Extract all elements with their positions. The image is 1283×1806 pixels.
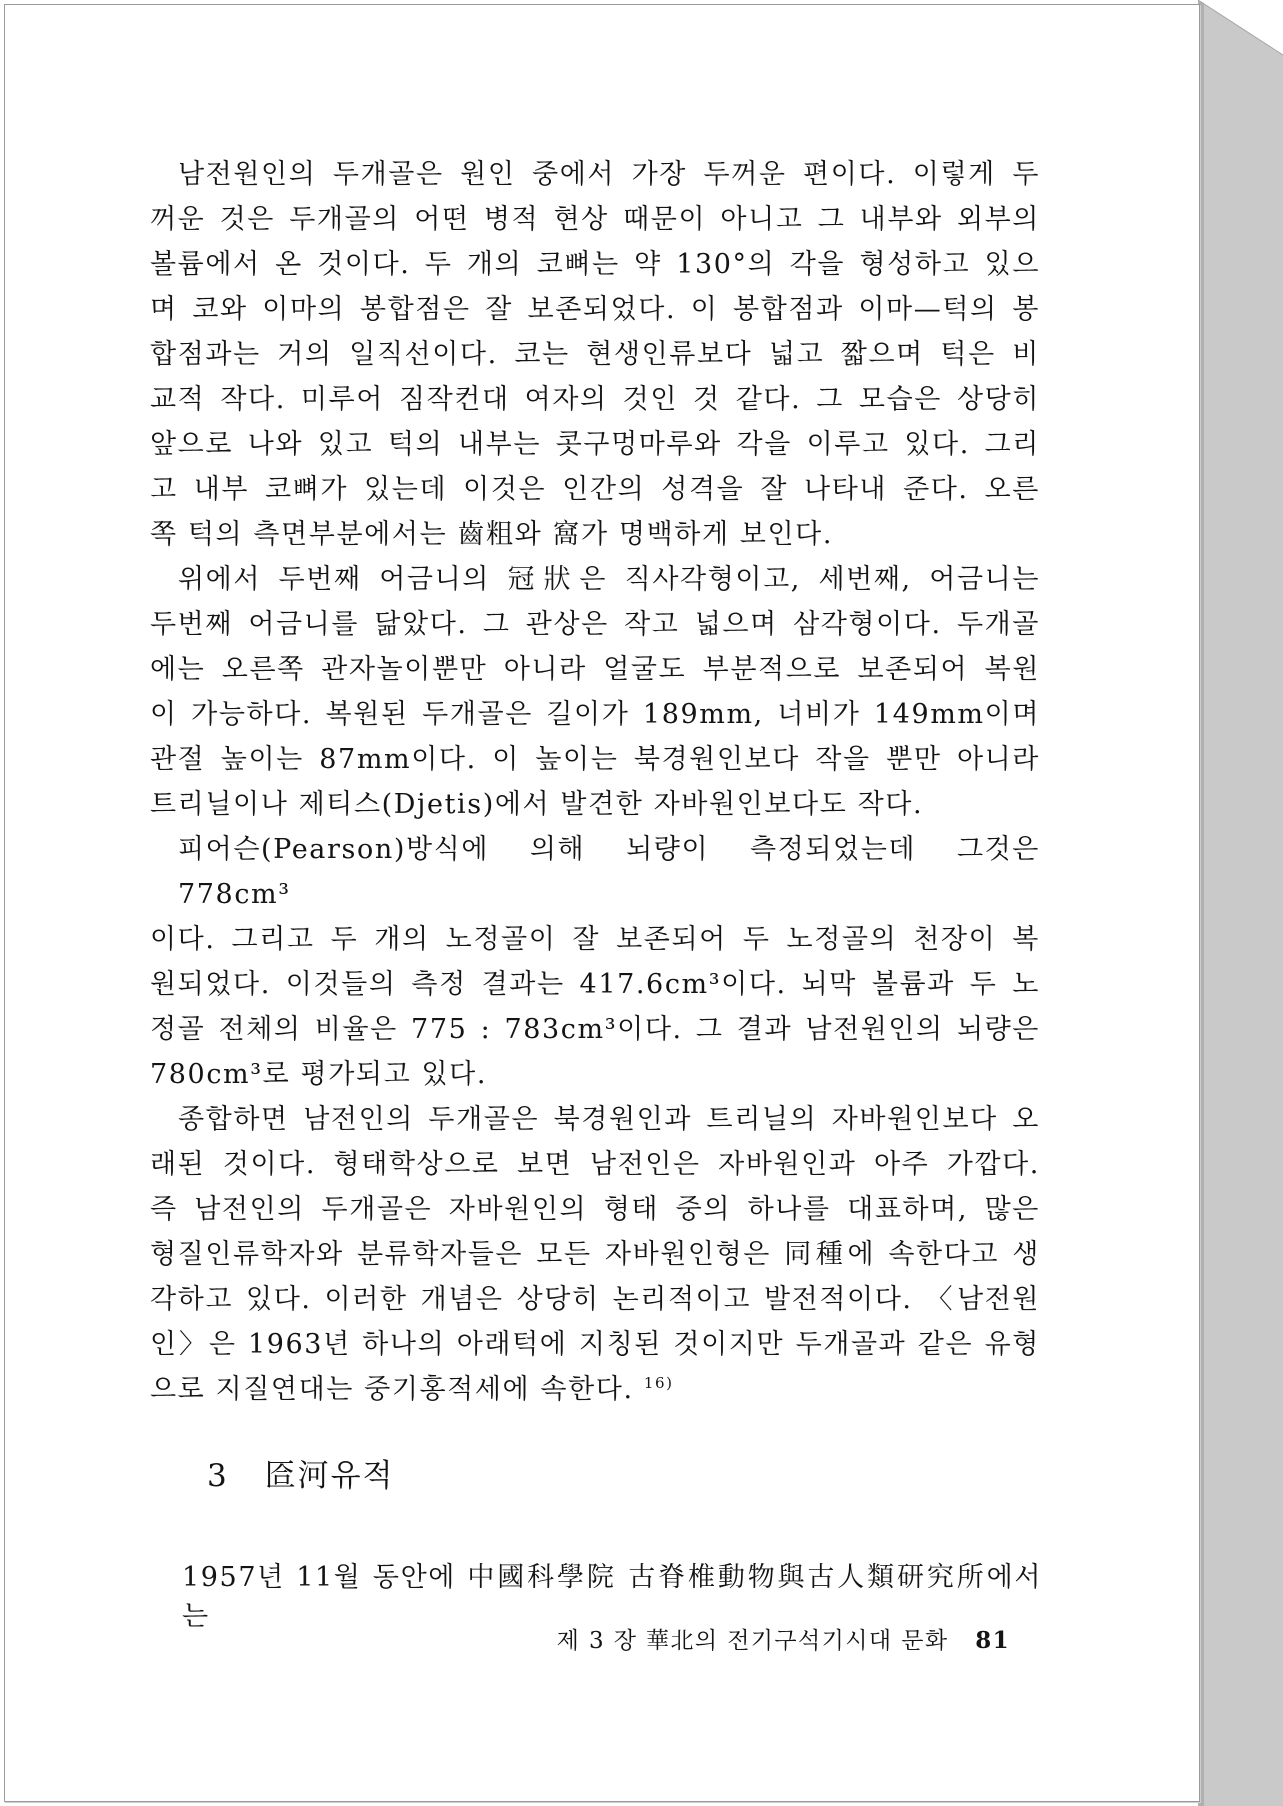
text-line: 이 가능하다. 복원된 두개골은 길이가 189mm, 너비가 149mm이며 bbox=[150, 699, 1040, 730]
section-number: 3 bbox=[207, 1458, 229, 1494]
text-line: 며 코와 이마의 봉합점은 잘 보존되었다. 이 봉합점과 이마—턱의 봉 bbox=[150, 294, 1040, 325]
text-line: 인〉은 1963년 하나의 아래턱에 지칭된 것이지만 두개골과 같은 유형 bbox=[150, 1329, 1040, 1360]
text-line: 형질인류학자와 분류학자들은 모든 자바원인형은 同種에 속한다고 생 bbox=[150, 1239, 1040, 1270]
body-text bbox=[150, 152, 1040, 1412]
section-title: 匼河유적 bbox=[264, 1458, 395, 1494]
paragraph-3 bbox=[150, 827, 1040, 1097]
text-line: 즉 남전인의 두개골은 자바원인의 형태 중의 하나를 대표하며, 많은 bbox=[150, 1194, 1040, 1225]
text-line: 피어슨(Pearson)방식에 의해 뇌량이 측정되었는데 그것은 778cm³ bbox=[178, 834, 1040, 910]
text-line: 합점과는 거의 일직선이다. 코는 현생인류보다 넓고 짧으며 턱은 비 bbox=[150, 339, 1040, 370]
text-line-content: 으로 지질연대는 중기홍적세에 속한다. bbox=[150, 1374, 634, 1405]
running-title: 제 3 장 華北의 전기구석기시대 문화 bbox=[556, 1628, 949, 1654]
text-line: 교적 작다. 미루어 짐작컨대 여자의 것인 것 같다. 그 모습은 상당히 bbox=[150, 384, 1040, 415]
text-line: 남전원인의 두개골은 원인 중에서 가장 두꺼운 편이다. 이렇게 두 bbox=[178, 159, 1040, 190]
text-line: 각하고 있다. 이러한 개념은 상당히 논리적이고 발전적이다. 〈남전원 bbox=[150, 1284, 1040, 1315]
text-line: 앞으로 나와 있고 턱의 내부는 콧구멍마루와 각을 이루고 있다. 그리 bbox=[150, 429, 1040, 460]
text-line: 트리닐이나 제티스(Djetis)에서 발견한 자바원인보다도 작다. bbox=[150, 789, 924, 820]
section-heading bbox=[207, 1450, 395, 1495]
text-line: 쪽 턱의 측면부분에서는 齒粗와 窩가 명백하게 보인다. bbox=[150, 519, 834, 550]
text-line: 두번째 어금니를 닮았다. 그 관상은 작고 넓으며 삼각형이다. 두개골 bbox=[150, 609, 1040, 640]
paragraph-2 bbox=[150, 557, 1040, 827]
text-line: 780cm³로 평가되고 있다. bbox=[150, 1059, 488, 1090]
text-line: 관절 높이는 87mm이다. 이 높이는 북경원인보다 작을 뿐만 아니라 bbox=[150, 744, 1040, 775]
text-line: 에는 오른쪽 관자놀이뿐만 아니라 얼굴도 부분적으로 보존되어 복원 bbox=[150, 654, 1040, 685]
text-line: 꺼운 것은 두개골의 어떤 병적 현상 때문이 아니고 그 내부와 외부의 bbox=[150, 204, 1040, 235]
text-line: 고 내부 코뼈가 있는데 이것은 인간의 성격을 잘 나타내 준다. 오른 bbox=[150, 474, 1040, 505]
text-line: 볼륨에서 온 것이다. 두 개의 코뼈는 약 130°의 각을 형성하고 있으 bbox=[150, 249, 1040, 280]
paragraph-4 bbox=[150, 1097, 1040, 1412]
text-line: 래된 것이다. 형태학상으로 보면 남전인은 자바원인과 아주 가깝다. bbox=[150, 1149, 1040, 1180]
section-body-first-line: 1957년 11월 동안에 中國科學院 古脊椎動物與古人類研究所에서는 bbox=[182, 1562, 1042, 1632]
running-footer bbox=[530, 1622, 1010, 1655]
text-line bbox=[150, 1367, 1040, 1412]
text-line: 위에서 두번째 어금니의 冠狀은 직사각형이고, 세번째, 어금니는 bbox=[178, 564, 1040, 595]
page-number: 81 bbox=[975, 1627, 1010, 1654]
text-line: 종합하면 남전인의 두개골은 북경원인과 트리닐의 자바원인보다 오 bbox=[178, 1104, 1040, 1135]
paragraph-1 bbox=[150, 152, 1040, 557]
page-edge-shadow bbox=[1198, 0, 1283, 1806]
text-line: 이다. 그리고 두 개의 노정골이 잘 보존되어 두 노정골의 천장이 복 bbox=[150, 924, 1040, 955]
footnote-reference[interactable]: 16) bbox=[643, 1374, 674, 1392]
text-line: 원되었다. 이것들의 측정 결과는 417.6cm³이다. 뇌막 볼륨과 두 노 bbox=[150, 969, 1040, 1000]
text-line: 정골 전체의 비율은 775 : 783cm³이다. 그 결과 남전원인의 뇌량은 bbox=[150, 1014, 1040, 1045]
